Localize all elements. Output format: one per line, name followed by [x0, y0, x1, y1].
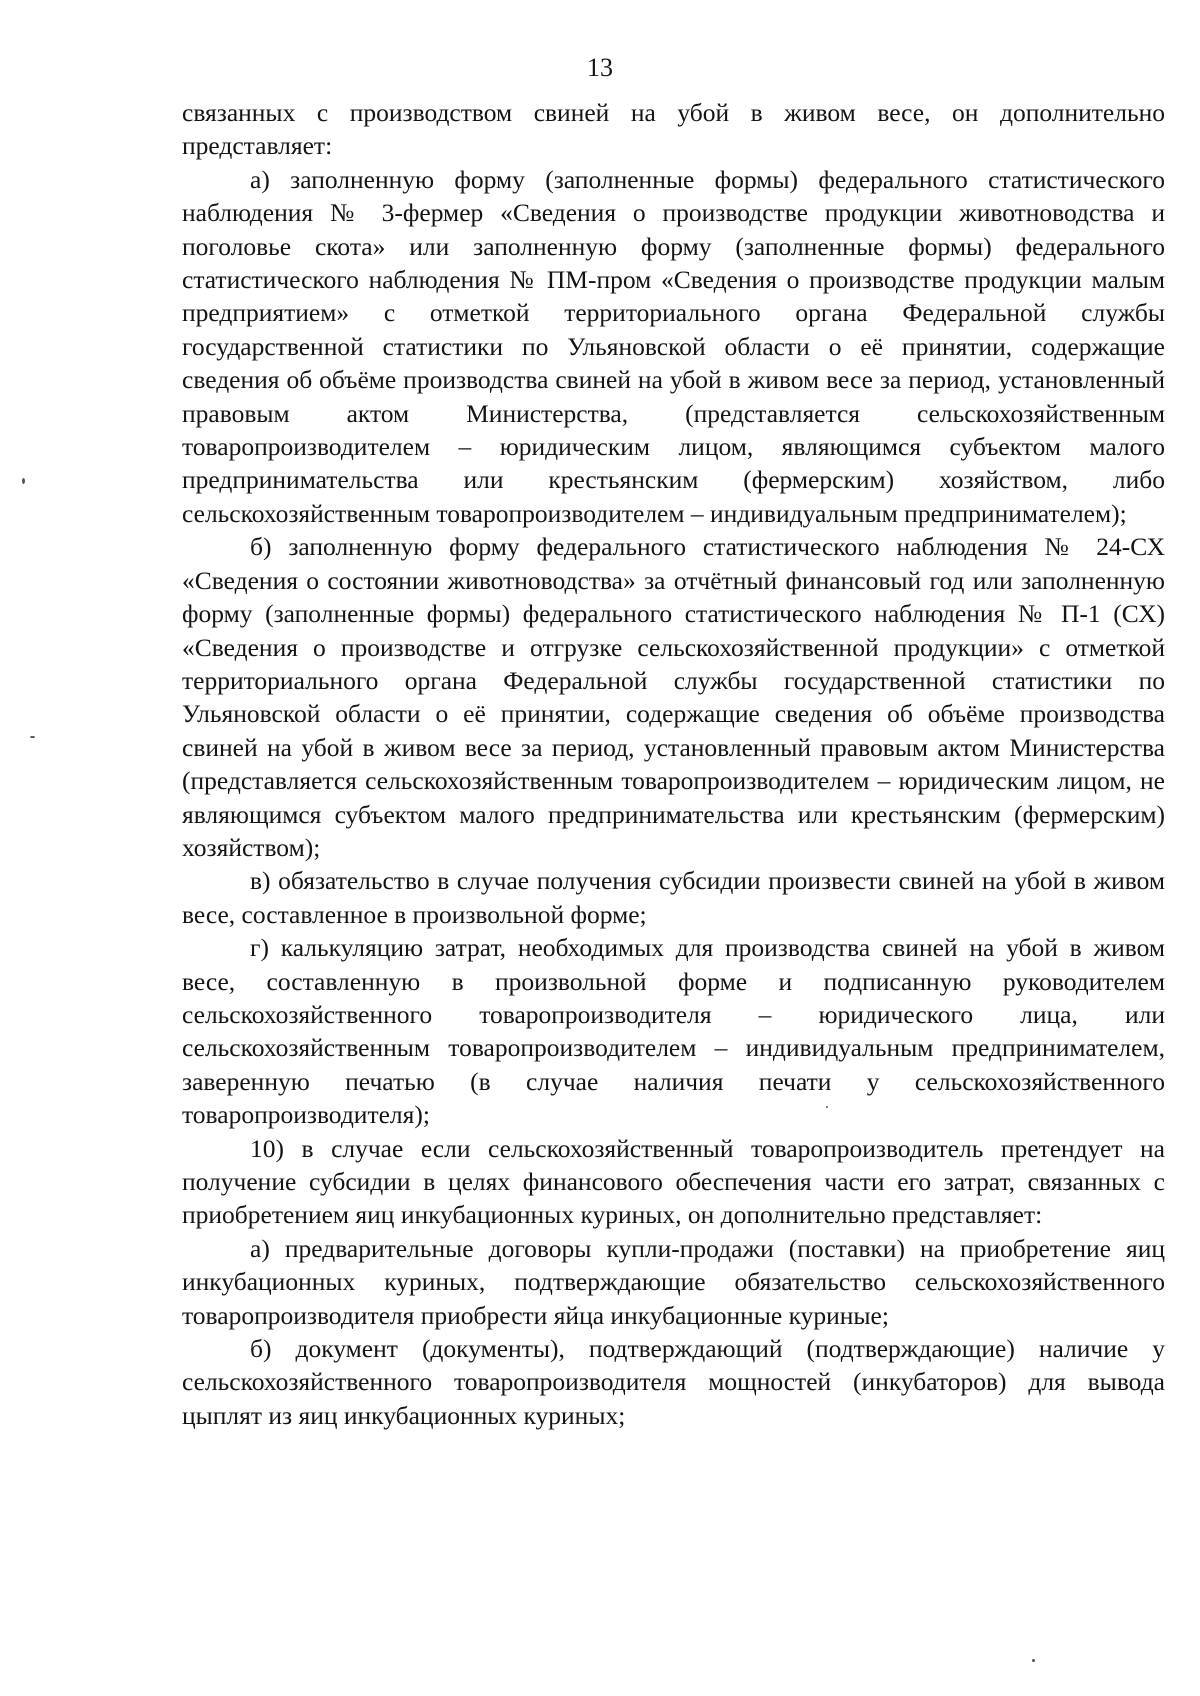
paragraph-item-a-form-3-fermer: а) заполненную форму (заполненные формы) федерального статистического наблюдения № 3-фермер «Сведения о производстве продукции животноводства и поголовье скота» или заполненную форму (заполненные формы) федерального статистического наблюдения № ПМ-пром «Сведения о производстве продукции малым предприятием» с отметкой территориального органа Федеральной службы государственной статистики по Ульяновской области о её принятии, содержащие сведения об объёме производства свиней на убой в живом весе за период, установленный правовым актом Министерства, (представляется сельскохозяйственным товаропроизводителем – юридическим лицом, являющимся субъектом малого предпринимательства или крестьянским (фермерским) хозяйством, либо сельскохозяйственным товаропроизводителем – индивидуальным предпринимателем);: [182, 164, 1165, 528]
paragraph-item-10-eggs: 10) в случае если сельскохозяйственный товаропроизводитель претендует на получение субсидии в целях финансового обеспечения части его затрат, связанных с приобретением яиц инкубационных куриных, он дополнительно представляет:: [182, 1133, 1165, 1230]
scan-speck: [1032, 1659, 1035, 1662]
paragraph-item-a-contracts: а) предварительные договоры купли-продажи (поставки) на приобретение яиц инкубационных куриных, подтверждающие обязательство сельскохозяйственного товаропроизводителя приобрести яйца инкубационные куриные;: [182, 1233, 1165, 1330]
paragraph-item-b-form-24-sh: б) заполненную форму федерального статистического наблюдения № 24-СХ «Сведения о состоянии животноводства» за отчётный финансовый год или заполненную форму (заполненные формы) федерального статистического наблюдения № П-1 (СХ) «Сведения о производстве и отгрузке сельскохозяйственной продукции» с отметкой территориального органа Федеральной службы государственной статистики по Ульяновской области о её принятии, содержащие сведения об объёме производства свиней на убой в живом весе за период, установленный правовым актом Министерства (представляется сельскохозяйственным товаропроизводителем – юридическим лицом, не являющимся субъектом малого предпринимательства или крестьянским (фермерским) хозяйством);: [182, 532, 1165, 862]
scan-speck: [30, 736, 35, 738]
paragraph-continuation: связанных с производством свиней на убой в живом весе, он дополнительно представляет:: [182, 98, 1165, 161]
document-body: [182, 96, 1165, 1432]
page-number: 13: [587, 53, 613, 82]
scan-speck: [826, 1106, 828, 1108]
paragraph-item-g-cost-calculation: г) калькуляцию затрат, необходимых для производства свиней на убой в живом весе, составленную в произвольной форме и подписанную руководителем сельскохозяйственного товаропроизводителя – юридического лица, или сельскохозяйственным товаропроизводителем – индивидуальным предпринимателем, заверенную печатью (в случае наличия печати у сельскохозяйственного товаропроизводителя);: [182, 933, 1165, 1130]
scan-speck: [22, 478, 25, 484]
paragraph-item-v-obligation: в) обязательство в случае получения субсидии произвести свиней на убой в живом весе, составленное в произвольной форме;: [182, 866, 1165, 929]
paragraph-item-b-incubators: б) документ (документы), подтверждающий (подтверждающие) наличие у сельскохозяйственного товаропроизводителя мощностей (инкубаторов) для вывода цыплят из яиц инкубационных куриных;: [182, 1334, 1165, 1430]
